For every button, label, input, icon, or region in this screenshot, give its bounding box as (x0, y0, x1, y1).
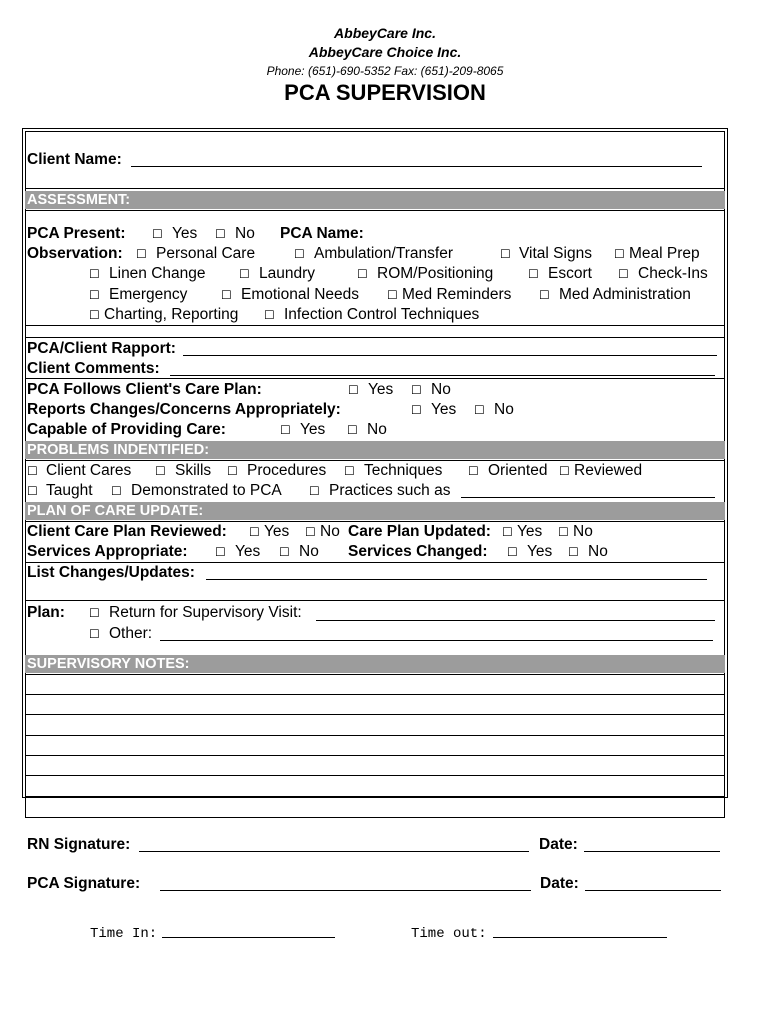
charting-label: Charting, Reporting (104, 306, 239, 323)
assessment-heading: ASSESSMENT: (25, 191, 725, 209)
reports-no-checkbox[interactable]: ☐ (474, 403, 485, 417)
taught-checkbox[interactable]: ☐ (27, 484, 38, 498)
divider (25, 378, 725, 379)
other-field[interactable] (160, 640, 713, 641)
phone-fax: Phone: (651)-690-5352 Fax: (651)-209-8065 (266, 64, 504, 78)
problems-heading: PROBLEMS INDENTIFIED: (25, 441, 725, 459)
reviewed-checkbox[interactable]: ☐ (559, 464, 570, 478)
skills-checkbox[interactable]: ☐ (155, 464, 166, 478)
laundry-checkbox[interactable]: ☐ (239, 267, 250, 281)
services-changed-label: Services Changed: (348, 543, 488, 560)
pca-present-yes-checkbox[interactable]: ☐ (152, 227, 163, 241)
pca-present-label: PCA Present: (27, 225, 126, 242)
capable-no-label: No (367, 421, 387, 438)
ccp-reviewed-no-label: No (320, 523, 340, 540)
reports-yes-checkbox[interactable]: ☐ (411, 403, 422, 417)
time-out-label: Time out: (411, 926, 487, 942)
capable-label: Capable of Providing Care: (27, 421, 226, 438)
infection-control-checkbox[interactable]: ☐ (264, 308, 275, 322)
linen-change-checkbox[interactable]: ☐ (89, 267, 100, 281)
demonstrated-label: Demonstrated to PCA (131, 482, 282, 499)
notes-line[interactable] (25, 735, 725, 736)
divider (25, 460, 725, 461)
practices-field[interactable] (461, 497, 715, 498)
cp-updated-yes-checkbox[interactable]: ☐ (502, 525, 513, 539)
time-out-field[interactable] (493, 937, 667, 938)
pca-date-field[interactable] (585, 890, 721, 891)
list-changes-label: List Changes/Updates: (27, 564, 195, 581)
cp-updated-no-checkbox[interactable]: ☐ (558, 525, 569, 539)
pca-present-yes-label: Yes (172, 225, 198, 242)
med-admin-checkbox[interactable]: ☐ (539, 288, 550, 302)
procedures-label: Procedures (247, 462, 327, 479)
client-name-field[interactable] (131, 166, 702, 167)
techniques-label: Techniques (364, 462, 443, 479)
emotional-needs-label: Emotional Needs (241, 286, 360, 303)
rn-signature-label: RN Signature: (27, 836, 131, 853)
divider (25, 600, 725, 601)
pca-present-no-label: No (235, 225, 255, 242)
follows-care-plan-label: PCA Follows Client's Care Plan: (27, 381, 262, 398)
pca-signature-field[interactable] (160, 890, 531, 891)
emergency-checkbox[interactable]: ☐ (89, 288, 100, 302)
company-name-1: AbbeyCare Inc. (334, 25, 436, 41)
reports-no-label: No (494, 401, 514, 418)
oriented-label: Oriented (488, 462, 548, 479)
time-in-field[interactable] (162, 937, 335, 938)
plan-label: Plan: (27, 604, 65, 621)
ccp-reviewed-yes-checkbox[interactable]: ☐ (249, 525, 260, 539)
notes-line[interactable] (25, 775, 725, 776)
services-appropriate-label: Services Appropriate: (27, 543, 188, 560)
return-visit-label: Return for Supervisory Visit: (109, 604, 302, 621)
services-changed-no-checkbox[interactable]: ☐ (568, 545, 579, 559)
other-checkbox[interactable]: ☐ (89, 627, 100, 641)
divider (25, 562, 725, 563)
emotional-needs-checkbox[interactable]: ☐ (221, 288, 232, 302)
rom-checkbox[interactable]: ☐ (357, 267, 368, 281)
vital-signs-checkbox[interactable]: ☐ (500, 247, 511, 261)
check-ins-label: Check-Ins (638, 265, 708, 282)
rn-signature-field[interactable] (139, 851, 529, 852)
divider (25, 210, 725, 211)
page-title: PCA SUPERVISION (284, 80, 486, 105)
services-changed-yes-checkbox[interactable]: ☐ (507, 545, 518, 559)
reviewed-label: Reviewed (574, 462, 643, 479)
divider (25, 337, 725, 338)
personal-care-checkbox[interactable]: ☐ (136, 247, 147, 261)
ambulation-label: Ambulation/Transfer (314, 245, 453, 262)
rapport-label: PCA/Client Rapport: (27, 340, 176, 357)
cp-updated-no-label: No (573, 523, 593, 540)
med-admin-label: Med Administration (559, 286, 691, 303)
escort-checkbox[interactable]: ☐ (528, 267, 539, 281)
linen-change-label: Linen Change (109, 265, 206, 282)
pca-signature-label: PCA Signature: (27, 875, 141, 892)
rapport-field[interactable] (183, 355, 717, 356)
capable-no-checkbox[interactable]: ☐ (347, 423, 358, 437)
follows-no-checkbox[interactable]: ☐ (411, 383, 422, 397)
meal-prep-label: Meal Prep (629, 245, 700, 262)
cp-updated-yes-label: Yes (517, 523, 543, 540)
check-ins-checkbox[interactable]: ☐ (618, 267, 629, 281)
cp-updated-label: Care Plan Updated: (348, 523, 491, 540)
services-appropriate-no-checkbox[interactable]: ☐ (279, 545, 290, 559)
company-name-2: AbbeyCare Choice Inc. (308, 44, 462, 60)
services-changed-no-label: No (588, 543, 608, 560)
client-name-label: Client Name: (27, 151, 122, 168)
client-cares-checkbox[interactable]: ☐ (27, 464, 38, 478)
reports-yes-label: Yes (431, 401, 457, 418)
services-changed-yes-label: Yes (527, 543, 553, 560)
techniques-checkbox[interactable]: ☐ (344, 464, 355, 478)
pca-present-no-checkbox[interactable]: ☐ (215, 227, 226, 241)
vital-signs-label: Vital Signs (519, 245, 592, 262)
notes-line[interactable] (25, 694, 725, 695)
capable-yes-label: Yes (300, 421, 326, 438)
ccp-reviewed-yes-label: Yes (264, 523, 290, 540)
procedures-checkbox[interactable]: ☐ (227, 464, 238, 478)
client-comments-label: Client Comments: (27, 360, 160, 377)
med-reminders-checkbox[interactable]: ☐ (387, 288, 398, 302)
med-reminders-label: Med Reminders (402, 286, 512, 303)
follows-yes-checkbox[interactable]: ☐ (348, 383, 359, 397)
client-cares-label: Client Cares (46, 462, 132, 479)
services-appropriate-yes-label: Yes (235, 543, 261, 560)
skills-label: Skills (175, 462, 212, 479)
follows-no-label: No (431, 381, 451, 398)
return-visit-checkbox[interactable]: ☐ (89, 606, 100, 620)
notes-line[interactable] (25, 674, 725, 675)
time-in-label: Time In: (90, 926, 158, 942)
practices-label: Practices such as (329, 482, 451, 499)
infection-control-label: Infection Control Techniques (284, 306, 480, 323)
divider (25, 188, 725, 189)
reports-changes-label: Reports Changes/Concerns Appropriately: (27, 401, 341, 418)
list-changes-field[interactable] (206, 579, 707, 580)
divider (25, 521, 725, 522)
practices-checkbox[interactable]: ☐ (309, 484, 320, 498)
divider (25, 325, 725, 326)
notes-line[interactable] (25, 796, 725, 797)
plan-update-heading: PLAN OF CARE UPDATE: (25, 502, 725, 520)
escort-label: Escort (548, 265, 592, 282)
capable-yes-checkbox[interactable]: ☐ (280, 423, 291, 437)
rn-date-field[interactable] (584, 851, 720, 852)
ccp-reviewed-label: Client Care Plan Reviewed: (27, 523, 227, 540)
meal-prep-checkbox[interactable]: ☐ (614, 247, 625, 261)
observation-label: Observation: (27, 245, 123, 262)
personal-care-label: Personal Care (156, 245, 256, 262)
laundry-label: Laundry (259, 265, 316, 282)
pca-date-label: Date: (540, 875, 579, 892)
other-label: Other: (109, 625, 153, 642)
charting-checkbox[interactable]: ☐ (89, 308, 100, 322)
demonstrated-checkbox[interactable]: ☐ (111, 484, 122, 498)
return-visit-field[interactable] (316, 620, 715, 621)
notes-line[interactable] (25, 714, 725, 715)
oriented-checkbox[interactable]: ☐ (468, 464, 479, 478)
ambulation-checkbox[interactable]: ☐ (294, 247, 305, 261)
ccp-reviewed-no-checkbox[interactable]: ☐ (305, 525, 316, 539)
follows-yes-label: Yes (368, 381, 394, 398)
supervisory-notes-heading: SUPERVISORY NOTES: (25, 655, 725, 673)
client-comments-field[interactable] (170, 375, 715, 376)
rn-date-label: Date: (539, 836, 578, 853)
pca-name-label: PCA Name: (280, 225, 364, 242)
notes-line[interactable] (25, 755, 725, 756)
emergency-label: Emergency (109, 286, 188, 303)
services-appropriate-yes-checkbox[interactable]: ☐ (215, 545, 226, 559)
services-appropriate-no-label: No (299, 543, 319, 560)
rom-label: ROM/Positioning (377, 265, 494, 282)
taught-label: Taught (46, 482, 93, 499)
